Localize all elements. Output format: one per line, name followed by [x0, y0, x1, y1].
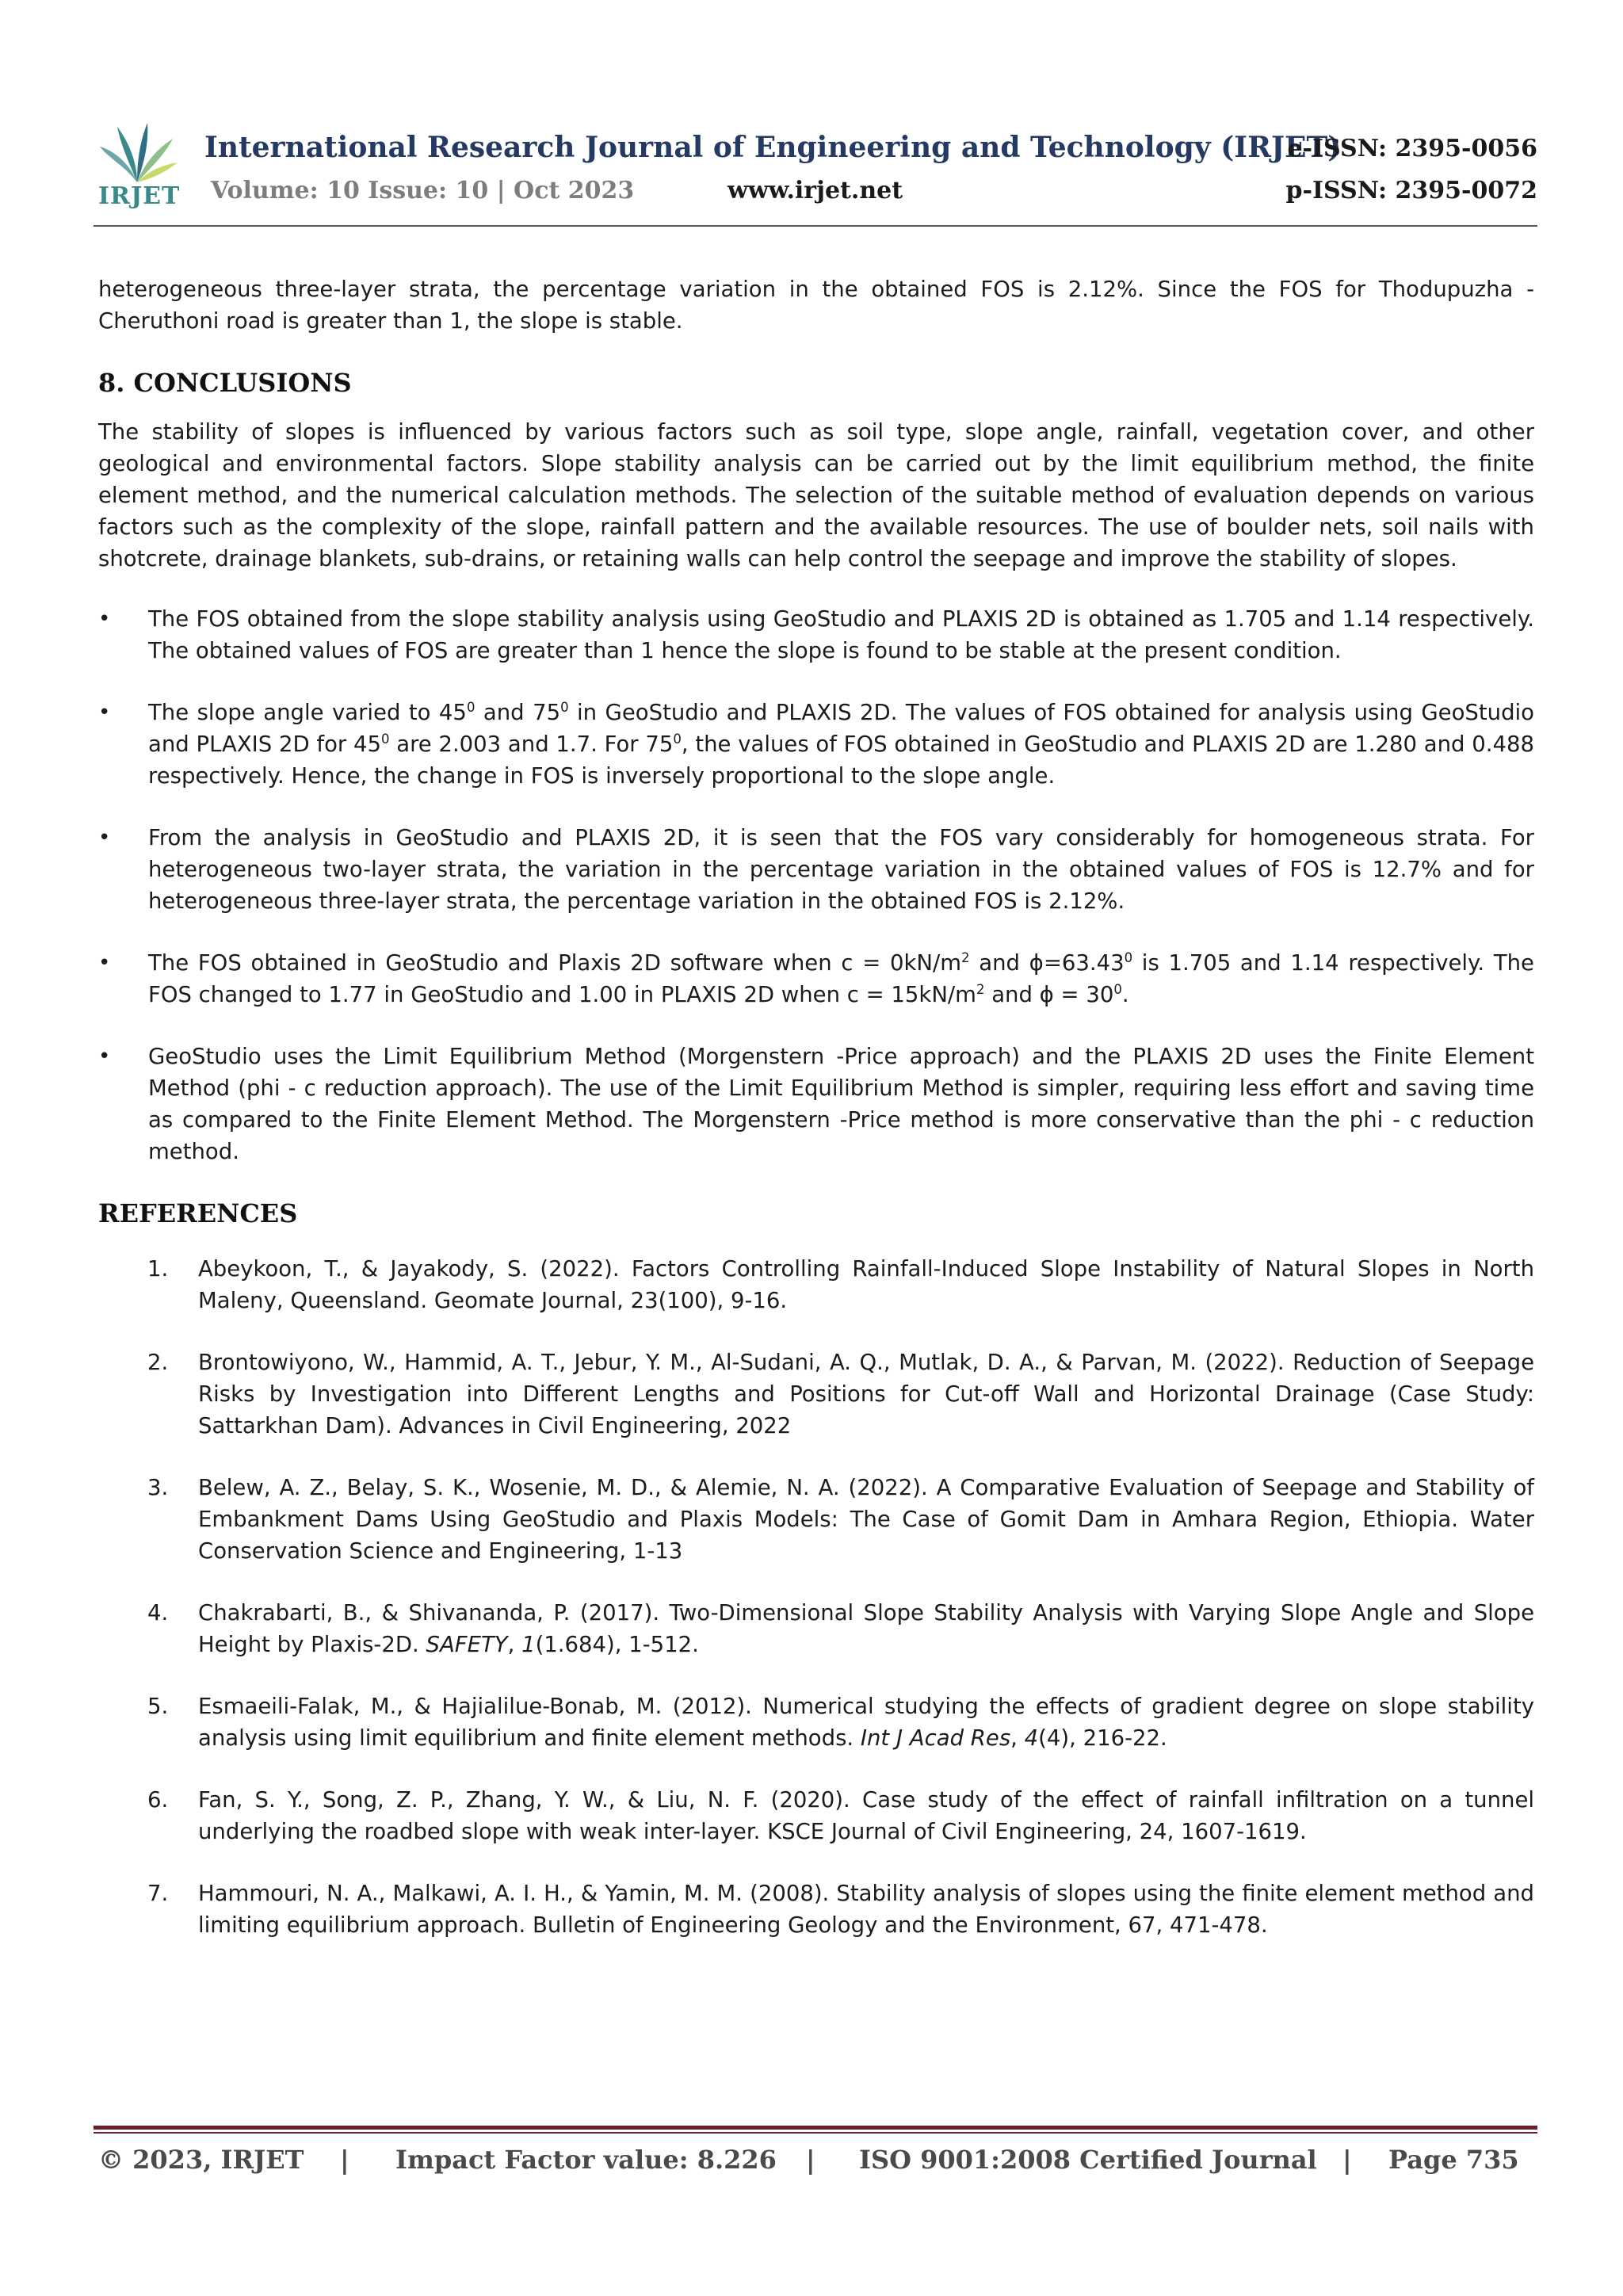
reference-item: 1. Abeykoon, T., & Jayakody, S. (2022). Factors Controlling Rainfall-Induced Slope Instability of Natural Slopes in North Maleny, Queensland. Geomate Journal, 23(100), 9-16. — [147, 1256, 1534, 1313]
list-item: • The slope angle varied to $45^0$ and $75^0$ in GeoStudio and PLAXIS 2D. The values of FOS obtained for analysis using GeoStudio and PLAXIS 2D for $45^0$ are 2.003 and 1.7. For $75^0$, the values of FOS obtained in GeoStudio and PLAXIS 2D are 1.280 and 0.488 respectively. Hence, the change in FOS is inversely proportional to the slope angle. — [98, 697, 1534, 792]
footer-divider — [94, 2126, 1537, 2130]
bullet-icon: • — [98, 951, 111, 975]
bullet-icon: • — [98, 701, 111, 724]
bullet-icon: • — [98, 607, 111, 631]
page-number: Page 735 — [1388, 2145, 1519, 2175]
eissn: e-ISSN: 2395-0056 — [1287, 135, 1537, 162]
irjet-logo — [94, 119, 181, 218]
journal-website[interactable]: www.irjet.net — [727, 177, 903, 204]
bullet-icon: • — [98, 826, 111, 850]
main-content — [98, 273, 1534, 1971]
footer-separator: | — [340, 2145, 349, 2175]
conclusions-paragraph: The stability of slopes is influenced by various factors such as soil type, slope angle, rainfall, vegetation cover, and other geological and environmental factors. Slope stability analysis can be carried out by the limit equilibrium method, the finite element method, and the numerical calculation methods. The selection of the suitable method of evaluation depends on various factors such as the complexity of the slope, rainfall pattern and the available resources. The use of boulder nets, soil nails with shotcrete, drainage blankets, sub-drains, or retaining walls can help control the seepage and improve the stability of slopes. — [98, 419, 1534, 571]
list-item: • The FOS obtained in GeoStudio and Plaxis 2D software when $c = 0kN/m^2$ and $\phi=63.43^0$ is 1.705 and 1.14 respectively. The FOS changed to 1.77 in GeoStudio and 1.00 in PLAXIS 2D when $c = 15kN/m^2$ and $\phi = 30^0$. — [98, 947, 1534, 1010]
list-item: • The FOS obtained from the slope stability analysis using GeoStudio and PLAXIS 2D is obtained as 1.705 and 1.14 respectively. The obtained values of FOS are greater than 1 hence the slope is found to be stable at the present condition. — [98, 603, 1534, 667]
reference-item: 3. Belew, A. Z., Belay, S. K., Wosenie, M. D., & Alemie, N. A. (2022). A Comparative Evaluation of Seepage and Stability of Embankment Dams Using GeoStudio and Plaxis Models: The Case of Gomit Dam in Amhara Region, Ethiopia. Water Conservation Science and Engineering, 1-13 — [147, 1475, 1534, 1564]
reference-item: 7. Hammouri, N. A., Malkawi, A. I. H., & Yamin, M. M. (2008). Stability analysis of slopes using the finite element method and limiting equilibrium approach. Bulletin of Engineering Geology and the Environment, 67, 471-478. — [147, 1881, 1534, 1938]
volume-info: Volume: 10 Issue: 10 | Oct 2023 — [211, 177, 635, 204]
reference-item: 4. Chakrabarti, B., & Shivananda, P. (2017). Two-Dimensional Slope Stability Analysis with Varying Slope Angle and Slope Height by Plaxis-2D. SAFETY, 1(1.684), 1-512. — [147, 1600, 1534, 1657]
references-list — [98, 1253, 1534, 1941]
footer-copyright: © 2023, IRJET — [98, 2145, 304, 2175]
intro-paragraph: heterogeneous three-layer strata, the percentage variation in the obtained FOS is 2.12%. Since the FOS for Thodupuzha - Cheruthoni road is greater than 1, the slope is stable. — [98, 277, 1534, 334]
page-header — [94, 119, 1537, 230]
list-item: • GeoStudio uses the Limit Equilibrium Method (Morgenstern -Price approach) and the PLAXIS 2D uses the Finite Element Method (phi - c reduction approach). The use of the Limit Equilibrium Method is simpler, requiring less effort and saving time as compared to the Finite Element Method. The Morgenstern -Price method is more conservative than the phi - c reduction method. — [98, 1041, 1534, 1167]
footer-impact-factor: Impact Factor value: 8.226 — [395, 2145, 777, 2175]
bullet-icon: • — [98, 1045, 111, 1068]
footer-separator: | — [806, 2145, 815, 2175]
footer-divider-thin — [94, 2132, 1537, 2134]
reference-item: 6. Fan, S. Y., Song, Z. P., Zhang, Y. W., & Liu, N. F. (2020). Case study of the effect of rainfall infiltration on a tunnel underlying the roadbed slope with weak inter-layer. KSCE Journal of Civil Engineering, 24, 1607-1619. — [147, 1787, 1534, 1844]
footer-iso: ISO 9001:2008 Certified Journal — [859, 2145, 1317, 2175]
footer-separator: | — [1342, 2145, 1352, 2175]
reference-item: 2. Brontowiyono, W., Hammid, A. T., Jebur, Y. M., Al-Sudani, A. Q., Mutlak, D. A., & Parvan, M. (2022). Reduction of Seepage Risks by Investigation into Different Lengths and Positions for Cut-off Wall and Horizontal Drainage (Case Study: Sattarkhan Dam). Advances in Civil Engineering, 2022 — [147, 1350, 1534, 1438]
leaf-logo-icon — [94, 119, 181, 186]
conclusions-heading: 8. CONCLUSIONS — [98, 368, 352, 398]
list-item: • From the analysis in GeoStudio and PLAXIS 2D, it is seen that the FOS vary considerably for homogeneous strata. For heterogeneous two-layer strata, the variation in the percentage variation in the obtained values of FOS is 12.7% and for heterogeneous three-layer strata, the percentage variation in the obtained FOS is 2.12%. — [98, 822, 1534, 917]
header-divider — [94, 225, 1537, 227]
journal-title: International Research Journal of Engineering and Technology (IRJET) — [204, 131, 1342, 164]
logo-text: IRJET — [98, 182, 181, 210]
references-heading: REFERENCES — [98, 1198, 298, 1228]
pissn: p-ISSN: 2395-0072 — [1285, 177, 1537, 204]
reference-item: 5. Esmaeili-Falak, M., & Hajialilue-Bonab, M. (2012). Numerical studying the effects of gradient degree on slope stability analysis using limit equilibrium and finite element methods. Int J Acad Res, 4(4), 216-22. — [147, 1694, 1534, 1751]
conclusions-list — [98, 603, 1534, 1167]
